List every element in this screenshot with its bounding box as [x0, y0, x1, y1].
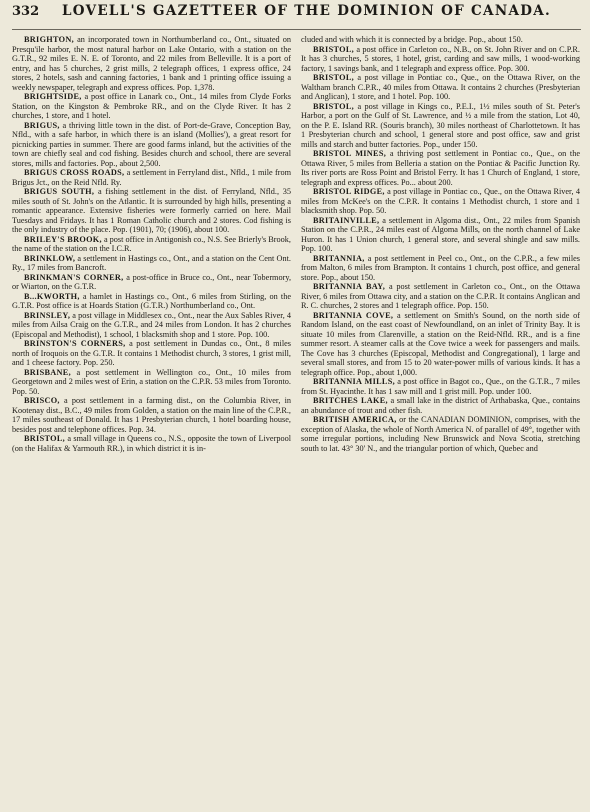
entry-term: BRITANNIA,	[313, 253, 365, 263]
entry-text: a post-office in Bruce co., Ont., near Tobermory, or Wiarton, on the G.T.R.	[12, 272, 291, 291]
entry-text: cluded and with which it is connected by a bridge. Pop., about 150.	[301, 35, 523, 44]
gazetteer-entry	[301, 311, 580, 378]
gazetteer-entry	[12, 121, 291, 169]
gazetteer-entry	[12, 35, 291, 92]
gazetteer-entry	[12, 311, 291, 340]
gazetteer-entry	[301, 45, 580, 74]
entry-term: BRIGUS CROSS ROADS,	[24, 168, 125, 177]
entry-term: BRINKLOW,	[24, 253, 76, 263]
entry-term: BRITISH AMERICA,	[313, 415, 397, 424]
entry-text: or the CANADIAN DOMINION, comprises, with the exception of Alaska, the whole of North America N. of parallel of 49°, together with some irregular portions, including New Brunswick and Nova Scotia, stretching south to lat. 43° 30' N., and the triangular portion of which, Quebec and	[301, 415, 580, 453]
entry-text: a post village in Middlesex co., Ont., near the Aux Sables River, 4 miles from Ailsa Craig on the G.T.R., and 24 miles from London. It has 2 churches (Episcopal and Methodist), 1 school, 1 blacksmith shop and 1 store. Pop. 100.	[12, 310, 291, 339]
gazetteer-entry	[12, 187, 291, 235]
entry-text: a hamlet in Hastings co., Ont., 6 miles from Stirling, on the G.T.R. Post office is at Hoards Station (G.T.R.) Northumberland co., Ont.	[12, 291, 291, 310]
entry-term: BRINSTON'S CORNERS,	[24, 339, 126, 348]
gazetteer-entry	[12, 254, 291, 273]
entry-term: BRINKMAN'S CORNER,	[24, 272, 124, 282]
entry-text: an incorporated town in Northumberland co., Ont., situated on Presqu'ile harbor, the most natural harbor on Lake Ontario, with a station on the G.T.R., 92 miles E. N. E. of Toronto, and 22 miles from Belleville. It is a port of entry, and has 5 churches, 2 grist mills, 2 telegraph offices, 1 express office, 24 stores, 2 hotels, sash and canning factories, 1 bank and 1 printing office issuing a weekly newspaper, telegraph and express offices. Pop. 1,378.	[12, 35, 291, 92]
gazetteer-entry	[301, 73, 580, 102]
entry-text: a small village in Queens co., N.S., opposite the town of Liverpool (on the Halifax & Yarmouth RR.), in which district it is in-	[12, 434, 291, 453]
gazetteer-entry	[301, 187, 580, 216]
entry-term: B...KWORTH,	[24, 291, 80, 301]
gazetteer-entry	[301, 377, 580, 396]
entry-text: a post settlement in a farming dist., on the Columbia River, in Kootenay dist., B.C., 49 miles from Golden, a station on the main line of the C.P.R., 17 miles southeast of Donald. It has 1 Presbyterian church, 1 hotel boarding house, besides post and telephone offices. Pop. 34.	[12, 396, 291, 434]
entry-term: BRIGUS,	[24, 120, 60, 130]
entry-text: a thriving post settlement in Pontiac co., Que., on the Ottawa River, 5 miles from Belleria a station on the Pontiac & Pacific Junction Ry. Its river ports are Ross Point and Bristol Ferry. It has 1 Church of England, 1 store, telegraph and express offices. Po... about 200.	[301, 149, 580, 187]
entry-text: a post office in Carleton co., N.B., on St. John River and on C.P.R. It has 3 churches, 5 stores, 1 hotel, grist, carding and saw mills, 1 wood-working factory, 1 savings bank, and 1 telegraph and express office. Pop. 300.	[301, 44, 580, 73]
gazetteer-entry	[301, 216, 580, 254]
entry-text: a post office in Bagot co., Que., on the G.T.R., 7 miles from St. Hyacinthe. It has 1 saw mill and 1 grist mill. Pop. under 100.	[301, 377, 580, 396]
gazetteer-entry	[12, 292, 291, 311]
entry-text: a settlement in Algoma dist., Ont., 22 miles from Spanish Station on the C.P.R., 24 miles east of Algoma Mills, on the north channel of Lake Huron. It has 1 Union church, 1 general store, and several shingle and saw mills. Pop. 100.	[301, 215, 580, 253]
gazetteer-entry	[301, 102, 580, 150]
gazetteer-entry	[12, 92, 291, 121]
entry-term: BRIGHTSIDE,	[24, 92, 82, 101]
entry-text: a post village in Kings co., P.E.I., 1½ miles south of St. Peter's Harbor, a port on the Gulf of St. Lawrence, and ½ a mile from the station, Lot 40, on the P. E. Island RR. (Souris branch), 30 miles northeast of Charlottetown. It has 1 Presbyterian church and school, 1 general store and post office, saw and grist mills and starch and butter factories. Pop., under 150.	[301, 101, 580, 149]
entry-term: BRISTOL,	[313, 101, 354, 111]
gazetteer-entry	[301, 35, 580, 45]
page-number: 332	[12, 4, 40, 19]
entry-term: BRITAINVILLE,	[313, 215, 380, 225]
entry-text: a post village in Pontiac co., Que., on the Ottawa River, on the Waltham branch C.P.R., 40 miles from Ottawa. It contains 2 churches (Presbyterian and Anglican), 1 store, and 1 hotel. Pop. 100.	[301, 73, 580, 101]
entry-term: BRINSLEY,	[24, 310, 71, 320]
entry-term: BRIGHTON,	[24, 35, 74, 44]
entry-text: a fishing settlement in the dist. of Ferryland, Nfld., 35 miles south of St. John's on the Atlantic. It is surrounded by high hills, presenting a romantic appearance. Extensive fisheries were formerly carried on here. Mail Tuesdays and Fridays. It has 1 Roman Catholic church and 2 stores. Cod fishing is the only industry of the place. Pop. (1901), 70; (1906), about 100.	[12, 187, 291, 234]
entry-term: BRISTOL,	[24, 434, 65, 443]
gazetteer-entry	[301, 282, 580, 311]
entry-text: a thriving little town in the dist. of Port-de-Grave, Conception Bay, Nfld., with a safe harbor, in which there is an island (Mollies'), a great resort for picnicking parties in summer. There are good farms inland, but the activities of the town are chiefly seal and cod fishing. Besides church and school, there are several stores, mills and factories. Pop., about 2,500.	[12, 120, 291, 168]
entry-term: BRISCO,	[24, 396, 60, 405]
gazetteer-entry	[12, 396, 291, 434]
left-column	[12, 35, 291, 453]
entry-text: a post settlement in Peel co., Ont., on the C.P.R., a few miles from Malton, 6 miles from Brampton. It contains 1 church, post office, and general store. Pop., about 150.	[301, 253, 580, 282]
gazetteer-entry	[12, 273, 291, 292]
entry-text: a settlement in Ferryland dist., Nfld., 1 mile from Brigus Jct., on the Reid Nfld. Ry.	[12, 168, 291, 187]
text-columns	[12, 35, 581, 453]
entry-term: BRILEY'S BROOK,	[24, 234, 102, 244]
gazetteer-entry	[12, 339, 291, 368]
gazetteer-entry	[12, 235, 291, 254]
entry-text: a small lake in the district of Arthabaska, Que., contains an abundance of trout and other fish.	[301, 396, 580, 415]
entry-text: a post settlement in Dundas co., Ont., 8 miles north of Iroquois on the G.T.R. It contains 1 Methodist church, 3 stores, 1 grist mill, and 1 cheese factory. Pop. 250.	[12, 339, 291, 367]
gazetteer-entry	[301, 149, 580, 187]
gazetteer-entry	[301, 396, 580, 415]
gazetteer-entry	[12, 368, 291, 397]
entry-term: BRITANNIA MILLS,	[313, 377, 395, 386]
entry-term: BRISTOL,	[313, 73, 354, 82]
right-column	[301, 35, 580, 453]
entry-text: a post office in Antigonish co., N.S. See Brierly's Brook, the name of the station on the I.C.R.	[12, 234, 291, 253]
entry-term: BRISTOL MINES,	[313, 149, 387, 158]
entry-term: BRISTOL RIDGE,	[313, 187, 385, 196]
gazetteer-entry	[12, 434, 291, 453]
entry-text: a post village in Pontiac co., Que., on the Ottawa River, 4 miles from McKee's on the C.P.R. It contains 1 Methodist church, 1 store and 1 blacksmith shop. Pop. 50.	[301, 187, 580, 215]
entry-term: BRIGUS SOUTH,	[24, 187, 95, 196]
entry-term: BRITANNIA BAY,	[313, 282, 386, 291]
running-head: LOVELL'S GAZETTEER OF THE DOMINION OF CANADA.	[61, 3, 552, 19]
gazetteer-entry	[301, 254, 580, 283]
entry-text: a post settlement in Carleton co., Ont., on the Ottawa River, 6 miles from Ottawa city, and a station on the C.P.R. It contains Anglican and R. C. churches, 2 stores and 1 telegraph office. Pop. 150.	[301, 282, 580, 310]
entry-text: a post settlement in Wellington co., Ont., 10 miles from Georgetown and 2 miles west of Erin, a station on the C.P.R. 53 miles from Toronto. Pop. 50.	[12, 367, 291, 396]
entry-term: BRISTOL,	[313, 44, 354, 54]
entry-text: a post office in Lanark co., Ont., 14 miles from Clyde Forks Station, on the Kingston & Pembroke RR., and on the Clyde River. It has 2 churches, 1 store, and 1 hotel.	[12, 92, 291, 120]
gazetteer-entry	[12, 168, 291, 187]
entry-text: a settlement on Smith's Sound, on the north side of Random Island, on the east coast of Newfoundland, on an inlet of Trinity Bay. It is situate 10 miles from Clarenville, a station on the Reid-Nfld. RR., and is a fine summer resort. A steamer calls at the Cove twice a week for passengers and mails. The Cove has 3 churches (Episcopal, Methodist and Congregational), 1 large and several small stores, and from 15 to 20 water-power mills of various kinds. It has a telegraph office. Pop., about 1,000.	[301, 310, 580, 377]
entry-term: BRISBANE,	[24, 367, 71, 377]
entry-term: BRITANNIA COVE,	[313, 310, 394, 320]
gazetteer-entry	[301, 415, 580, 453]
entry-term: BRITCHES LAKE,	[313, 396, 388, 405]
page-header	[12, 3, 581, 30]
entry-text: a settlement in Hastings co., Ont., and a station on the Cent Ont. Ry., 17 miles from Bancroft.	[12, 253, 291, 272]
